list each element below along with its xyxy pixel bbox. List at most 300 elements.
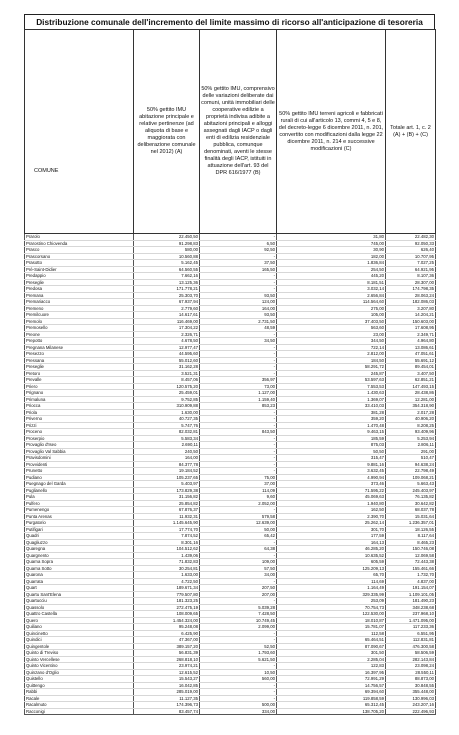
cell-comune: Priocca <box>25 403 134 410</box>
cell-comune: Premolo <box>25 318 134 325</box>
cell-imu-terreni: 253,09 <box>277 598 386 605</box>
cell-imu-cooperative: 207,50 <box>200 585 277 592</box>
cell-imu-cooperative: - <box>200 435 277 442</box>
cell-comune: Quarna Sopra <box>25 559 134 566</box>
cell-imu-cooperative: 73,00 <box>200 383 277 390</box>
cell-comune: Quingentole <box>25 643 134 650</box>
cell-imu-abitazione: 310.909,88 <box>134 403 200 410</box>
cell-imu-abitazione: 4.678,50 <box>134 338 200 345</box>
cell-imu-cooperative: - <box>200 507 277 514</box>
cell-imu-terreni: 87.090,67 <box>277 643 386 650</box>
cell-imu-cooperative: - <box>200 234 277 241</box>
cell-imu-abitazione: 181.323,25 <box>134 598 200 605</box>
cell-comune: Premosello <box>25 325 134 332</box>
cell-comune: Quistello <box>25 676 134 683</box>
cell-imu-abitazione: 272.475,19 <box>134 604 200 611</box>
cell-imu-terreni: 177,59 <box>277 533 386 540</box>
cell-totale: 150.746,08 <box>386 546 436 553</box>
cell-totale: 68.037,78 <box>386 507 436 514</box>
cell-totale: 282.143,84 <box>386 656 436 663</box>
cell-imu-terreni: 2.285,04 <box>277 656 386 663</box>
cell-imu-abitazione: 56.831,39 <box>134 650 200 657</box>
cell-imu-terreni: 373,46 <box>277 481 386 488</box>
cell-comune: Quaregna <box>25 546 134 553</box>
cell-imu-cooperative: 34,50 <box>200 338 277 345</box>
cell-imu-cooperative: 579,58 <box>200 513 277 520</box>
cell-totale: 348.238,68 <box>386 604 436 611</box>
cell-imu-abitazione: 10.560,88 <box>134 253 200 260</box>
cell-imu-abitazione: 12.615,52 <box>134 669 200 676</box>
cell-imu-cooperative: 843,50 <box>200 429 277 436</box>
cell-imu-terreni: 31,80 <box>277 234 386 241</box>
cell-comune: Priola <box>25 409 134 416</box>
cell-totale: 30.642,82 <box>386 500 436 507</box>
cell-totale: 4.837,00 <box>386 578 436 585</box>
cell-imu-abitazione: 105.237,65 <box>134 474 200 481</box>
cell-comune: Pretoro <box>25 370 134 377</box>
cell-imu-terreni: 7.553,53 <box>277 383 386 390</box>
cell-totale: 476.300,58 <box>386 643 436 650</box>
cell-comune: Quincinetto <box>25 630 134 637</box>
cell-totale: 14.204,21 <box>386 312 436 319</box>
cell-imu-terreni: 46.285,20 <box>277 546 386 553</box>
cell-imu-cooperative: - <box>200 630 277 637</box>
cell-imu-abitazione: 4.722,50 <box>134 578 200 585</box>
cell-totale: 155.461,66 <box>386 565 436 572</box>
cell-imu-abitazione: 7.874,52 <box>134 533 200 540</box>
cell-comune: Puegnago del Garda <box>25 481 134 488</box>
cell-imu-abitazione: 17.774,70 <box>134 526 200 533</box>
cell-imu-abitazione: 173.829,38 <box>134 487 200 494</box>
cell-totale: 1.732,70 <box>386 572 436 579</box>
cell-comune: Quassolo <box>25 604 134 611</box>
cell-totale: 2.017,28 <box>386 409 436 416</box>
cell-comune: Proceno <box>25 429 134 436</box>
cell-imu-abitazione: 84.377,78 <box>134 461 200 468</box>
cell-imu-abitazione: 71.832,83 <box>134 559 200 566</box>
cell-imu-cooperative: 334,00 <box>200 708 277 715</box>
cell-imu-terreni: 18.010,87 <box>277 617 386 624</box>
cell-comune: Premana <box>25 292 134 299</box>
cell-imu-cooperative: 1.159,40 <box>200 396 277 403</box>
cell-imu-abitazione: 580,00 <box>134 247 200 254</box>
cell-comune: Pravisdomini <box>25 455 134 462</box>
cell-imu-abitazione: 91.298,83 <box>134 240 200 247</box>
cell-totale: 191.154,07 <box>386 585 436 592</box>
cell-totale: 92.050,33 <box>386 240 436 247</box>
cell-comune: Premariacco <box>25 299 134 306</box>
cell-imu-abitazione: 104.512,62 <box>134 546 200 553</box>
cell-imu-cooperative: - <box>200 422 277 429</box>
cell-imu-cooperative: 64,38 <box>200 546 277 553</box>
cell-imu-abitazione: 6.425,90 <box>134 630 200 637</box>
cell-imu-abitazione: 171.778,21 <box>134 286 200 293</box>
cell-imu-cooperative: - <box>200 331 277 338</box>
report-title: Distribuzione comunale dell'incremento del limite massimo di ricorso all'anticipazione di tesoreria <box>24 14 435 30</box>
cell-imu-abitazione: 31.162,28 <box>134 364 200 371</box>
cell-imu-terreni: 45.069,63 <box>277 494 386 501</box>
cell-imu-abitazione: 13.125,36 <box>134 279 200 286</box>
cell-comune: Purgatorio <box>25 520 134 527</box>
cell-comune: Pumenengo <box>25 507 134 514</box>
cell-imu-abitazione: 67.937,94 <box>134 299 200 306</box>
cell-imu-terreni: 182,00 <box>277 253 386 260</box>
cell-imu-cooperative: - <box>200 409 277 416</box>
cell-totale: 117.233,36 <box>386 624 436 631</box>
cell-totale: 182.086,03 <box>386 299 436 306</box>
cell-imu-cooperative: 356,97 <box>200 377 277 384</box>
cell-imu-terreni: 245,87 <box>277 370 386 377</box>
cell-imu-abitazione: 40.727,35 <box>134 416 200 423</box>
cell-comune: Provvidenti <box>25 461 134 468</box>
cell-imu-terreni: 359,20 <box>277 416 386 423</box>
cell-imu-terreni: 445,20 <box>277 273 386 280</box>
cell-imu-cooperative: 6,50 <box>200 240 277 247</box>
cell-comune: Premeno <box>25 305 134 312</box>
cell-totale: 130.996,03 <box>386 695 436 702</box>
cell-imu-terreni: 8.181,51 <box>277 279 386 286</box>
cell-comune: Preseglie <box>25 364 134 371</box>
cell-totale: 8.208,25 <box>386 422 436 429</box>
cell-imu-cooperative: 75,00 <box>200 474 277 481</box>
cell-imu-terreni: 1.836,84 <box>277 260 386 267</box>
cell-imu-terreni: 58.291,72 <box>277 364 386 371</box>
cell-imu-cooperative: 5.039,28 <box>200 604 277 611</box>
cell-imu-terreni: 745,00 <box>277 240 386 247</box>
cell-comune: Quartucciu <box>25 598 134 605</box>
cell-comune: Quiliano <box>25 624 134 631</box>
cell-imu-cooperative: - <box>200 637 277 644</box>
cell-imu-cooperative: - <box>200 357 277 364</box>
cell-imu-terreni: 344,50 <box>277 338 386 345</box>
cell-imu-abitazione: 25.303,70 <box>134 292 200 299</box>
cell-imu-abitazione: 5.162,45 <box>134 260 200 267</box>
table-body <box>25 234 436 715</box>
cell-imu-cooperative: 207,00 <box>200 591 277 598</box>
cell-imu-terreni: 722,14 <box>277 344 386 351</box>
cell-comune: Quindici <box>25 637 134 644</box>
cell-totale: 23.098,24 <box>386 663 436 670</box>
cell-imu-abitazione: 25.459,01 <box>134 390 200 397</box>
cell-comune: Provaglio Val Sabbia <box>25 448 134 455</box>
cell-comune: Quittengo <box>25 682 134 689</box>
cell-imu-abitazione: 8.457,06 <box>134 377 200 384</box>
cell-imu-terreni: 30,90 <box>277 247 386 254</box>
cell-totale: 76.135,82 <box>386 494 436 501</box>
cell-imu-terreni: 71.595,22 <box>277 487 386 494</box>
cell-imu-abitazione: 19.184,52 <box>134 468 200 475</box>
cell-imu-terreni: 1.470,48 <box>277 422 386 429</box>
data-table-wrapper <box>24 29 435 715</box>
cell-imu-abitazione: 55.012,60 <box>134 357 200 364</box>
cell-comune: Racale <box>25 695 134 702</box>
cell-comune: Prasco <box>25 247 134 254</box>
cell-imu-terreni: 381,28 <box>277 409 386 416</box>
cell-comune: Quartu Sant'Elena <box>25 591 134 598</box>
cell-imu-abitazione: 30.254,81 <box>134 565 200 572</box>
cell-imu-cooperative: 2.099,00 <box>200 624 277 631</box>
cell-comune: Pudiano <box>25 474 134 481</box>
cell-comune: Prignano <box>25 390 134 397</box>
table-row <box>25 708 436 715</box>
cell-totale: 88.873,00 <box>386 676 436 683</box>
cell-totale: 222.496,93 <box>386 708 436 715</box>
cell-imu-abitazione: 83.457,74 <box>134 708 200 715</box>
cell-imu-terreni: 23,00 <box>277 331 386 338</box>
cell-imu-terreni: 33.410,03 <box>277 403 386 410</box>
header-imu-abitazione-principale: 50% gettito IMU abitazione principale e relative pertinenze (ad aliquota di base e maggiorata con deliberazione comunale nel 2012) (A) <box>134 30 200 234</box>
cell-imu-terreni: 112,58 <box>277 630 386 637</box>
cell-imu-cooperative: 1.127,00 <box>200 390 277 397</box>
cell-imu-cooperative: - <box>200 461 277 468</box>
cell-imu-terreni: 114,69 <box>277 578 386 585</box>
cell-totale: 510,47 <box>386 455 436 462</box>
cell-totale: 354.318,90 <box>386 403 436 410</box>
cell-imu-terreni: 9.881,16 <box>277 461 386 468</box>
cell-totale: 5.663,43 <box>386 481 436 488</box>
cell-totale: 243.207,16 <box>386 702 436 709</box>
cell-imu-abitazione: 1.145.645,90 <box>134 520 200 527</box>
cell-comune: Pregnana Milanese <box>25 344 134 351</box>
cell-imu-terreni: 119.858,59 <box>277 695 386 702</box>
cell-imu-cooperative: - <box>200 695 277 702</box>
cell-imu-terreni: 65.312,45 <box>277 702 386 709</box>
cell-comune: Quarona <box>25 572 134 579</box>
cell-imu-cooperative: - <box>200 448 277 455</box>
cell-totale: 62.851,21 <box>386 377 436 384</box>
cell-imu-abitazione: 120.575,20 <box>134 383 200 390</box>
cell-comune: Quattro Castella <box>25 611 134 618</box>
cell-imu-abitazione: 44.595,60 <box>134 351 200 358</box>
cell-totale: 94.638,24 <box>386 461 436 468</box>
cell-imu-abitazione: 285.019,00 <box>134 689 200 696</box>
cell-imu-terreni: 2.812,00 <box>277 351 386 358</box>
cell-comune: Pré-Saint-Didier <box>25 266 134 273</box>
cell-totale: 17.608,95 <box>386 325 436 332</box>
cell-imu-cooperative: - <box>200 689 277 696</box>
cell-imu-abitazione: 64.560,55 <box>134 266 200 273</box>
cell-comune: Quinto Vicentino <box>25 663 134 670</box>
cell-totale: 245.403,97 <box>386 487 436 494</box>
cell-comune: Prepotto <box>25 338 134 345</box>
cell-imu-terreni: 2.656,84 <box>277 292 386 299</box>
cell-totale: 55.691,12 <box>386 357 436 364</box>
cell-imu-cooperative: 93,50 <box>200 312 277 319</box>
cell-imu-abitazione: 47.367,00 <box>134 637 200 644</box>
cell-imu-terreni: 4.990,94 <box>277 474 386 481</box>
cell-imu-terreni: 1.430,63 <box>277 390 386 397</box>
cell-imu-cooperative: 10.749,45 <box>200 617 277 624</box>
cell-comune: Priero <box>25 383 134 390</box>
cell-imu-cooperative: - <box>200 578 277 585</box>
cell-imu-abitazione: 12.977,47 <box>134 344 200 351</box>
cell-comune: Prevalle <box>25 377 134 384</box>
distribution-table <box>24 29 436 715</box>
cell-imu-terreni: 301,70 <box>277 526 386 533</box>
cell-imu-terreni: 72.991,29 <box>277 676 386 683</box>
cell-imu-cooperative: 9,60 <box>200 494 277 501</box>
cell-totale: 291,00 <box>386 448 436 455</box>
cell-imu-cooperative: 1.793,60 <box>200 650 277 657</box>
cell-totale: 22.798,49 <box>386 468 436 475</box>
cell-imu-cooperative: 500,00 <box>200 702 277 709</box>
cell-imu-terreni: 25.262,14 <box>277 520 386 527</box>
cell-imu-terreni: 14.756,57 <box>277 682 386 689</box>
cell-comune: Quinzano d'Oglio <box>25 669 134 676</box>
cell-totale: 28.550,11 <box>386 669 436 676</box>
cell-imu-cooperative: - <box>200 279 277 286</box>
cell-imu-terreni: 50,50 <box>277 448 386 455</box>
cell-comune: Putifigari <box>25 526 134 533</box>
cell-totale: 8.107,36 <box>386 273 436 280</box>
cell-imu-abitazione: 1.454.324,00 <box>134 617 200 624</box>
cell-totale: 2.349,71 <box>386 331 436 338</box>
cell-imu-terreni: 114.564,60 <box>277 299 386 306</box>
cell-imu-terreni: 122,83 <box>277 663 386 670</box>
cell-imu-terreni: 10.635,52 <box>277 552 386 559</box>
cell-imu-terreni: 125.209,13 <box>277 565 386 572</box>
cell-imu-terreni: 184,50 <box>277 357 386 364</box>
cell-totale: 12.281,00 <box>386 396 436 403</box>
cell-comune: Provaglio d'Iseo <box>25 442 134 449</box>
cell-imu-abitazione: 9.752,85 <box>134 396 200 403</box>
cell-totale: 22.482,30 <box>386 234 436 241</box>
cell-imu-abitazione: 22.450,50 <box>134 234 200 241</box>
cell-imu-abitazione: 389.157,20 <box>134 643 200 650</box>
cell-comune: Quargnento <box>25 552 134 559</box>
cell-comune: Punta Arenas <box>25 513 134 520</box>
cell-totale: 13.086,61 <box>386 344 436 351</box>
cell-imu-terreni: 1.369,07 <box>277 396 386 403</box>
cell-comune: Primaluna <box>25 396 134 403</box>
cell-comune: Quinto Vercellese <box>25 656 134 663</box>
cell-imu-terreni: 162,50 <box>277 507 386 514</box>
header-totale: Totale art. 1, c. 2 (A) + (B) + (C) <box>386 30 436 234</box>
cell-imu-cooperative: - <box>200 416 277 423</box>
cell-imu-cooperative: - <box>200 539 277 546</box>
cell-imu-cooperative: - <box>200 364 277 371</box>
cell-comune: Predappio <box>25 273 134 280</box>
cell-imu-abitazione: 11.932,31 <box>134 513 200 520</box>
cell-imu-terreni: 3.632,45 <box>277 468 386 475</box>
cell-totale: 3.407,50 <box>386 370 436 377</box>
cell-totale: 3.207,80 <box>386 305 436 312</box>
cell-imu-cooperative: - <box>200 598 277 605</box>
cell-imu-terreni: 301,50 <box>277 650 386 657</box>
cell-totale: 6.551,95 <box>386 630 436 637</box>
cell-comune: Priverno <box>25 416 134 423</box>
cell-imu-abitazione: 16.042,85 <box>134 682 200 689</box>
cell-imu-terreni: 122.530,00 <box>277 611 386 618</box>
cell-comune: Proserpio <box>25 435 134 442</box>
cell-totale: 12.069,58 <box>386 552 436 559</box>
cell-totale: 89.454,01 <box>386 364 436 371</box>
cell-imu-cooperative: 560,00 <box>200 676 277 683</box>
cell-imu-cooperative: 48,59 <box>200 325 277 332</box>
cell-imu-abitazione: 67.876,37 <box>134 507 200 514</box>
cell-comune: Pulfero <box>25 500 134 507</box>
cell-imu-cooperative: 34,00 <box>200 572 277 579</box>
cell-totale: 237.968,10 <box>386 611 436 618</box>
cell-imu-cooperative: - <box>200 468 277 475</box>
cell-imu-terreni: 164,13 <box>277 539 386 546</box>
cell-imu-abitazione: 108.009,65 <box>134 611 200 618</box>
cell-imu-terreni: 315,47 <box>277 455 386 462</box>
cell-totale: 112.831,81 <box>386 637 436 644</box>
cell-imu-terreni: 16.397,95 <box>277 669 386 676</box>
cell-imu-abitazione: 7.662,16 <box>134 273 200 280</box>
cell-imu-cooperative: 65,42 <box>200 533 277 540</box>
cell-imu-terreni: 254,50 <box>277 266 386 273</box>
cell-imu-abitazione: 2.326,71 <box>134 331 200 338</box>
cell-imu-cooperative: - <box>200 273 277 280</box>
cell-totale: 355.448,00 <box>386 689 436 696</box>
header-imu-terreni-agricoli: 50% gettito IMU terreni agricoli e fabbricati rurali di cui all'articolo 13, commi 4, 5 e 8, del decreto-legge 6 dicembre 2011, n. 201, convertito con modificazioni dalla legge 22 dicembre 2011, n. 214 e successive modificazioni (C) <box>277 30 386 234</box>
cell-totale: 93.409,96 <box>386 429 436 436</box>
cell-totale: 181.490,23 <box>386 598 436 605</box>
cell-imu-cooperative: 853,23 <box>200 403 277 410</box>
cell-comune: Quadri <box>25 533 134 540</box>
cell-imu-cooperative: 37,00 <box>200 481 277 488</box>
cell-imu-cooperative: - <box>200 682 277 689</box>
cell-imu-cooperative: 164,00 <box>200 305 277 312</box>
cell-imu-abitazione: 82.032,81 <box>134 429 200 436</box>
cell-imu-cooperative: - <box>200 663 277 670</box>
cell-imu-cooperative: 2.731,50 <box>200 318 277 325</box>
cell-imu-terreni: 9.463,15 <box>277 429 386 436</box>
cell-imu-abitazione: 5.747,76 <box>134 422 200 429</box>
cell-totale: 147.493,15 <box>386 383 436 390</box>
cell-imu-cooperative: - <box>200 351 277 358</box>
cell-imu-abitazione: 14.617,61 <box>134 312 200 319</box>
header-imu-cooperative-iacp: 50% gettito IMU, comprensivo delle variazioni deliberate dai comuni, unità immobiliari delle cooperative edilizie a proprietà indivisa adibite a abitazioni principali e alloggi assegnati dagli IACP o dagli enti di edilizia residenziale pubblica, comunque denominati, aventi le stesse finalità degli IACP, istituiti in attuazione dell'art. 93 del DPR 616/1977 (B) <box>200 30 277 234</box>
table-header <box>25 30 436 234</box>
cell-imu-terreni: 37.403,50 <box>277 318 386 325</box>
cell-imu-terreni: 275,00 <box>277 305 386 312</box>
cell-totale: 174.798,35 <box>386 286 436 293</box>
cell-imu-abitazione: 164,00 <box>134 455 200 462</box>
cell-comune: Rabbi <box>25 689 134 696</box>
cell-totale: 30.848,55 <box>386 682 436 689</box>
cell-imu-abitazione: 25.854,82 <box>134 500 200 507</box>
cell-totale: 28.307,00 <box>386 279 436 286</box>
cell-comune: Quagliuzzo <box>25 539 134 546</box>
cell-imu-terreni: 15.781,07 <box>277 624 386 631</box>
cell-imu-terreni: 185,59 <box>277 435 386 442</box>
cell-imu-abitazione: 2.690,11 <box>134 442 200 449</box>
cell-imu-terreni: 65,70 <box>277 572 386 579</box>
cell-totale: 1.471.095,00 <box>386 617 436 624</box>
cell-totale: 1.236.357,01 <box>386 520 436 527</box>
cell-comune: Quero <box>25 617 134 624</box>
cell-imu-cooperative: 10,50 <box>200 669 277 676</box>
cell-imu-abitazione: 189.671,34 <box>134 585 200 592</box>
cell-comune: Prarolo <box>25 234 134 241</box>
cell-totale: 58.506,59 <box>386 650 436 657</box>
cell-imu-abitazione: 1.630,00 <box>134 409 200 416</box>
cell-imu-cooperative: - <box>200 455 277 462</box>
cell-imu-terreni: 875,03 <box>277 442 386 449</box>
cell-comune: Pula <box>25 494 134 501</box>
cell-totale: 28.063,24 <box>386 292 436 299</box>
cell-totale: 64.921,95 <box>386 266 436 273</box>
cell-imu-cooperative: 2.052,00 <box>200 500 277 507</box>
cell-comune: Racalmuto <box>25 702 134 709</box>
cell-totale: 2.806,11 <box>386 442 436 449</box>
cell-imu-abitazione: 268.818,10 <box>134 656 200 663</box>
cell-imu-terreni: 1.164,49 <box>277 585 386 592</box>
cell-imu-terreni: 1.940,80 <box>277 500 386 507</box>
